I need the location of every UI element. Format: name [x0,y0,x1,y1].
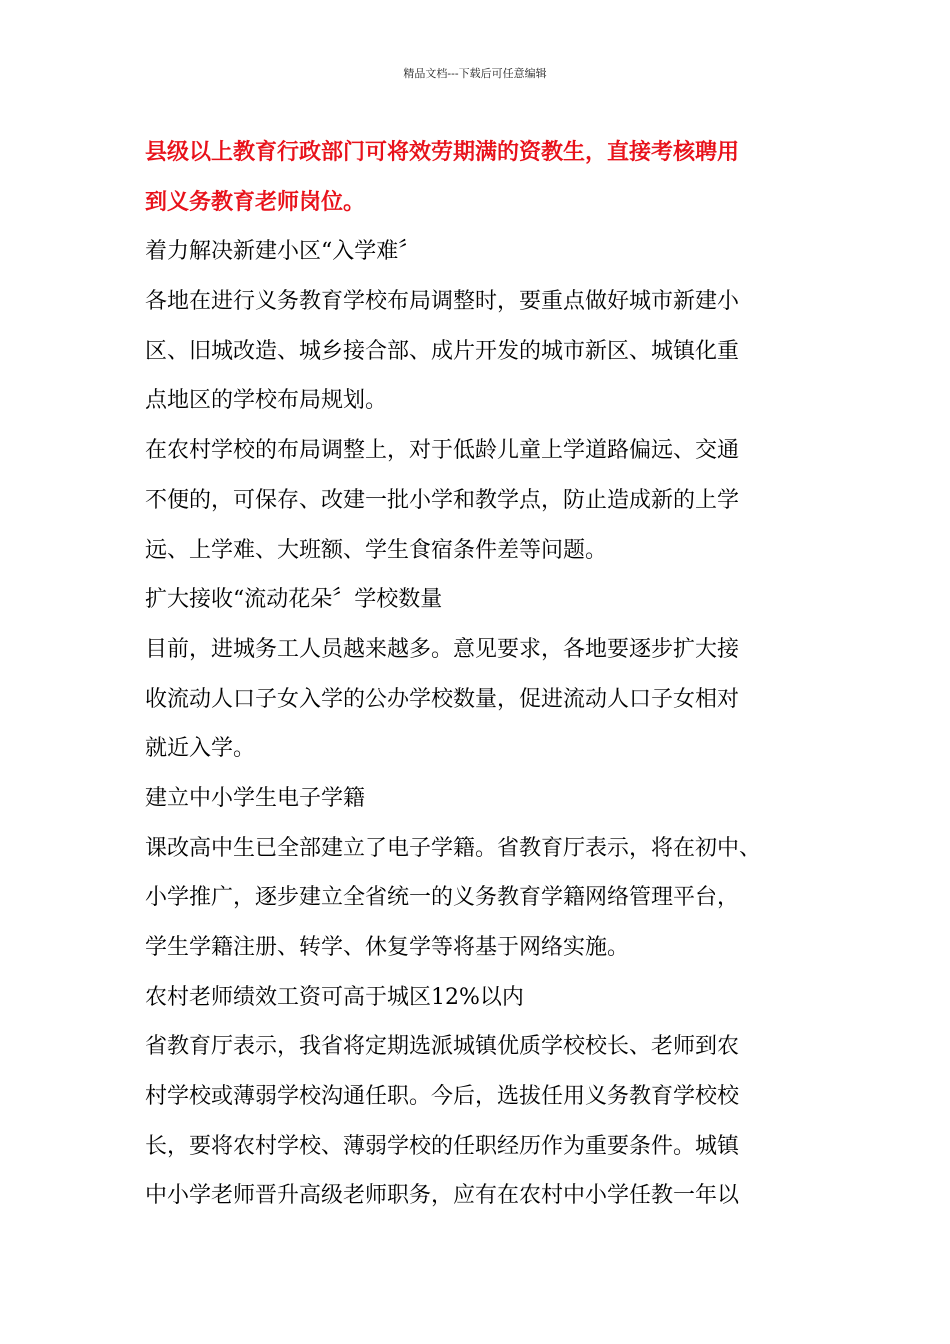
text-line: 省教育厅表示，我省将定期选派城镇优质学校校长、老师到农 [145,1034,740,1060]
text-line: 区、旧城改造、城乡接合部、成片开发的城市新区、城镇化重 [145,338,740,364]
text-line: 村学校或薄弱学校沟通任职。今后，选拔任用义务教育学校校 [145,1084,740,1110]
document-body [145,128,810,1221]
text-line: 就近入学。 [145,736,256,762]
text-line: 收流动人口子女入学的公办学校数量，促进流动人口子女相对 [145,686,740,712]
text-line: 点地区的学校布局规划。 [145,388,388,414]
section-heading: 农村老师绩效工资可高于城区12%以内 [145,984,524,1010]
section-heading: 扩大接收“流动花朵〞学校数量 [145,587,443,613]
text-line: 课改高中生已全部建立了电子学籍。省教育厅表示，将在初中、 [145,835,762,861]
text-line: 远、上学难、大班额、学生食宿条件差等问题。 [145,537,608,563]
section-heading: 着力解决新建小区“入学难〞 [145,239,421,265]
text-line: 在农村学校的布局调整上，对于低龄儿童上学道路偏远、交通 [145,438,740,464]
text-line: 县级以上教育行政部门可将效劳期满的资教生，直接考核聘用 [145,139,740,165]
text-line: 各地在进行义务教育学校布局调整时，要重点做好城市新建小 [145,289,740,315]
text-line: 长，要将农村学校、薄弱学校的任职经历作为重要条件。城镇 [145,1133,740,1159]
text-line: 小学推广，逐步建立全省统一的义务教育学籍网络管理平台， [145,885,740,911]
text-line: 中小学老师晋升高级老师职务，应有在农村中小学任教一年以 [145,1183,740,1209]
text-line: 不便的，可保存、改建一批小学和教学点，防止造成新的上学 [145,487,740,513]
text-line: 目前，进城务工人员越来越多。意见要求，各地要逐步扩大接 [145,636,740,662]
text-line: 学生学籍注册、转学、休复学等将基于网络实施。 [145,935,630,960]
text-line: 到义务教育老师岗位。 [145,188,366,215]
page-header: 精品文档---下载后可任意编辑 [403,67,547,80]
section-heading: 建立中小学生电子学籍 [145,785,366,811]
